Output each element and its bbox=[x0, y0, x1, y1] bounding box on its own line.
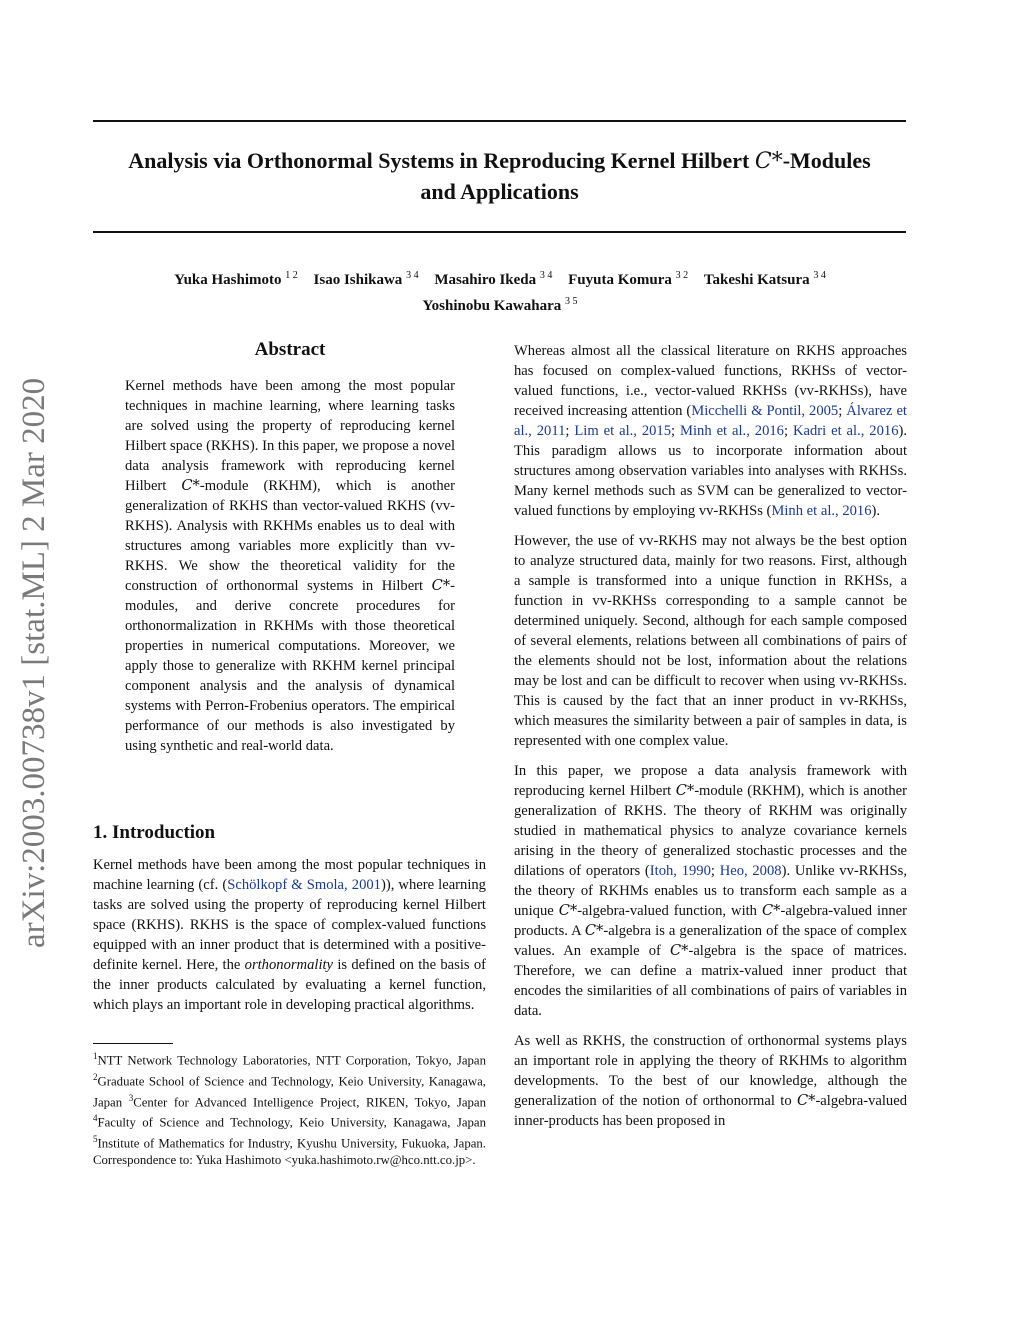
right-column bbox=[514, 341, 907, 1141]
arxiv-identifier: arXiv:2003.00738v1 [stat.ML] 2 Mar 2020 bbox=[16, 377, 52, 948]
paragraph-rkhm: In this paper, we propose a data analysis framework with reproducing kernel Hilbert C*-module (RKHM), which is another generalization of RKHS. The theory of RKHM was originally studied in mathematical physics to analyze covariance kernels arising in the theory of generalized stochastic processes and the dilations of operators (Itoh, 1990; Heo, 2008). Unlike vv-RKHSs, the theory of RKHMs enables us to transform each sample as a unique C*-algebra-valued function, with C*-algebra-valued inner products. A C*-algebra is a generalization of the space of complex values. An example of C*-algebra is the space of matrices. Therefore, we can define a matrix-valued inner product that encodes the similarities of all combinations of pairs of variables in data. bbox=[514, 763, 908, 1019]
abstract-body: Kernel methods have been among the most popular techniques in machine learning, where learning tasks are solved using the property of reproducing kernel Hilbert space (RKHS). In this paper, we propose a novel data analysis framework with reproducing kernel Hilbert C*-module (RKHM), which is another generalization of RKHS than vector-valued RKHS (vv-RKHS). Analysis with RKHMs enables us to deal with structures among variables more explicitly than vv-RKHS. We show the theoretical validity for the construction of orthonormal systems in Hilbert C*-modules, and derive concrete procedures for orthonormalization in RKHMs with those theoretical properties in numerical computations. Moreover, we apply those to generalize with RKHM kernel principal component analysis and the analysis of dynamical systems with Perron-Frobenius operators. The empirical performance of our methods is also investigated by using synthetic and real-world data. bbox=[125, 378, 455, 754]
author: Yoshinobu Kawahara $^{3 5}$ bbox=[422, 296, 578, 314]
paragraph-vv-rkhs: Whereas almost all the classical literature on RKHS approaches has focused on complex-valued functions, RKHSs of vector-valued functions, i.e., vector-valued RKHSs (vv-RKHSs), have received increasing attention (Micchelli & Pontil, 2005; Álvarez et al., 2011; Lim et al., 2015; Minh et al., 2016; Kadri et al., 2016). This paradigm allows us to incorporate information about structures among observation variables into analyses with RKHSs. Many kernel methods such as SVM can be generalized to vector-valued functions by employing vv-RKHSs (Minh et al., 2016). bbox=[514, 343, 908, 519]
citation-link[interactable]: Minh et al., 2016 bbox=[771, 503, 872, 519]
section-heading-introduction: 1. Introduction bbox=[93, 822, 216, 843]
author: Fuyuta Komura $^{3 2}$ bbox=[568, 270, 689, 288]
author-list bbox=[120, 265, 880, 317]
citation-link[interactable]: Heo, 2008 bbox=[719, 863, 782, 879]
title-part2: -Modules bbox=[782, 148, 871, 173]
paragraph-limitations: However, the use of vv-RKHS may not always be the best option to analyze structured data, mainly for two reasons. First, although a sample is transformed into a unique function in RKHSs, a function in vv-RKHSs corresponding to a sample cannot be determined uniquely. Second, although for each sample composed of several elements, relations between all combinations of pairs of the elements should not be lost, information about the relations may be lost and can be difficult to recover when using vv-RKHSs. This is caused by the fact that an inner product in vv-RKHSs, which measures the similarity between a pair of samples in data, is represented with one complex value. bbox=[514, 533, 907, 749]
citation-link[interactable]: Itoh, 1990 bbox=[649, 863, 711, 879]
abstract-heading: Abstract bbox=[254, 339, 326, 360]
title-line2: and Applications bbox=[420, 179, 579, 204]
paper-title bbox=[93, 146, 906, 207]
citation-link[interactable]: Álvarez et al., 2011 bbox=[514, 403, 907, 439]
title-cstar: C* bbox=[754, 149, 783, 174]
affiliations-footnote: $^1$NTT Network Technology Laboratories, NTT Corporation, Tokyo, Japan $^2$Graduate School of Science and Technology, Keio University, Kanagawa, Japan $^3$Center for Advanced Intelligence Project, RIKEN, Tokyo, Japan $^4$Faculty of Science and Technology, Keio University, Kanagawa, Japan $^5$Institute of Mathematics for Industry, Kyushu University, Fukuoka, Japan. Correspondence to: Yuka Hashimoto <yuka.hashimoto.rw@hco.ntt.co.jp>. bbox=[93, 1051, 486, 1167]
title-top-rule bbox=[93, 120, 906, 122]
citation-link[interactable]: Micchelli & Pontil, 2005 bbox=[691, 403, 839, 419]
title-bottom-rule bbox=[93, 231, 906, 233]
introduction-paragraph: Kernel methods have been among the most popular techniques in machine learning (cf. (Schölkopf & Smola, 2001)), where learning tasks are solved using the property of reproducing kernel Hilbert space (RKHS). RKHS is the space of complex-valued functions equipped with an inner product that is determined with a positive-definite kernel. Here, the orthonormality is defined on the basis of the inner products calculated by evaluating a kernel function, which plays an important role in developing practical algorithms. bbox=[93, 857, 486, 1013]
footnote-separator bbox=[93, 1043, 173, 1044]
author: Isao Ishikawa $^{3 4}$ bbox=[313, 270, 419, 288]
title-part1: Analysis via Orthonormal Systems in Reproducing Kernel Hilbert bbox=[128, 148, 755, 173]
citation-link[interactable]: Schölkopf & Smola, 2001 bbox=[227, 877, 381, 893]
citation-link[interactable]: Minh et al., 2016 bbox=[680, 423, 784, 439]
citation-link[interactable]: Kadri et al., 2016 bbox=[792, 423, 899, 439]
author: Masahiro Ikeda $^{3 4}$ bbox=[434, 270, 553, 288]
author: Takeshi Katsura $^{3 4}$ bbox=[703, 270, 826, 288]
paragraph-orthonormal: As well as RKHS, the construction of orthonormal systems plays an important role in applying the theory of RKHMs to algorithm developments. To the best of our knowledge, although the generalization of the notion of orthonormal to C*-algebra-valued inner-products has been proposed in bbox=[514, 1033, 907, 1129]
citation-link[interactable]: Lim et al., 2015 bbox=[574, 423, 672, 439]
author: Yuka Hashimoto $^{1 2}$ bbox=[174, 270, 298, 288]
